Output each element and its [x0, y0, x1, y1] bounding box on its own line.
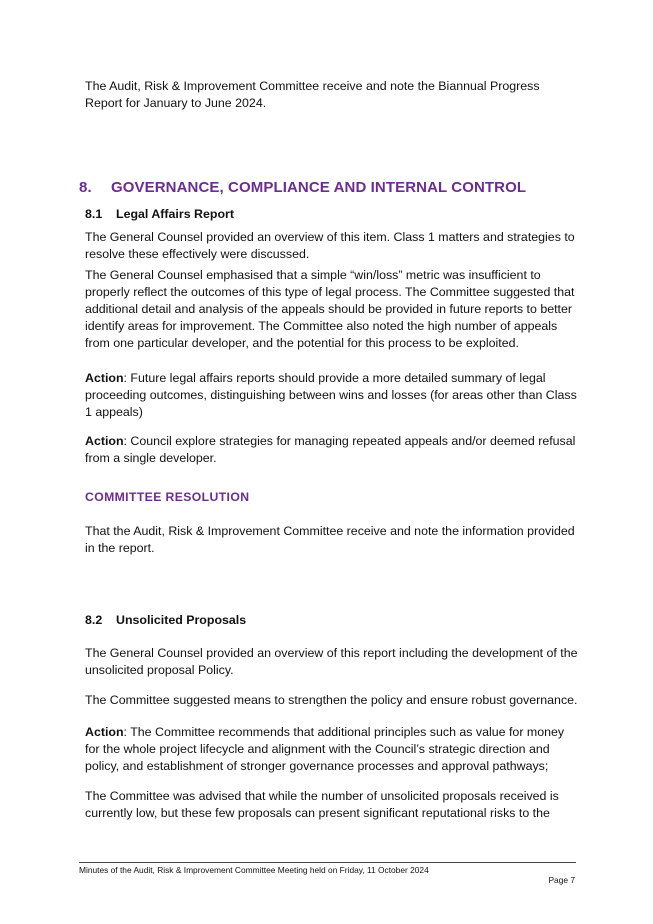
action-text: : Future legal affairs reports should provide a more detailed summary of legal proceeding outcomes, distinguishing between wins and losses (for areas other than Class 1 appeals)	[85, 371, 577, 419]
section-8-title: GOVERNANCE, COMPLIANCE AND INTERNAL CONTROL	[111, 179, 527, 196]
action-label: Action	[85, 725, 124, 739]
section-8-1-heading	[85, 207, 234, 221]
s81-action-1	[85, 370, 580, 421]
s81-paragraph-2	[85, 267, 580, 352]
s82-p3-text: The Committee was advised that while the number of unsolicited proposals received is currently low, but these few proposals can present significant reputational risks to the	[85, 789, 559, 820]
resolution-text: That the Audit, Risk & Improvement Committee receive and note the information provided in the report.	[85, 524, 575, 555]
s82-paragraph-1	[85, 645, 580, 679]
section-8-2-number: 8.2	[85, 613, 103, 627]
action-text: : The Committee recommends that additional principles such as value for money for the whole project lifecycle and alignment with the Council’s strategic direction and policy, and establishment of stronger governance processes and approval pathways;	[85, 725, 565, 773]
section-8-1-number: 8.1	[85, 207, 103, 221]
s81-p1-text: The General Counsel provided an overview of this item. Class 1 matters and strategies to resolve these effectively were discussed.	[85, 230, 575, 261]
section-8-2-title: Unsolicited Proposals	[116, 613, 247, 627]
page-number: Page 7	[548, 875, 575, 885]
action-text: : Council explore strategies for managing repeated appeals and/or deemed refusal from a single developer.	[85, 434, 576, 465]
s82-action	[85, 724, 580, 775]
s81-action-2	[85, 433, 580, 467]
s81-paragraph-1	[85, 229, 580, 263]
s82-p2-text: The Committee suggested means to strengthen the policy and ensure robust governance.	[85, 693, 578, 707]
footer-text: Minutes of the Audit, Risk & Improvement Committee Meeting held on Friday, 11 October 2024	[79, 865, 429, 875]
committee-resolution-heading: COMMITTEE RESOLUTION	[85, 490, 250, 504]
intro-text: The Audit, Risk & Improvement Committee receive and note the Biannual Progress Report for January to June 2024.	[85, 79, 540, 110]
section-8-number: 8.	[79, 179, 92, 196]
footer-divider	[79, 862, 576, 863]
section-8-2-heading	[85, 613, 246, 627]
s81-p2-text: The General Counsel emphasised that a simple “win/loss” metric was insufficient to properly reflect the outcomes of this type of legal process. The Committee suggested that additional detail and analysis of the appeals should be provided in future reports to better identify areas for improvement. The Committee also noted the high number of appeals from one particular developer, and the potential for this process to be exploited.	[85, 268, 575, 350]
s82-paragraph-3	[85, 788, 580, 822]
s82-p1-text: The General Counsel provided an overview of this report including the development of the unsolicited proposal Policy.	[85, 646, 578, 677]
intro-paragraph	[85, 78, 580, 112]
action-label: Action	[85, 371, 124, 385]
section-8-heading	[79, 179, 526, 196]
section-8-1-title: Legal Affairs Report	[116, 207, 234, 221]
resolution-paragraph	[85, 523, 580, 557]
s82-paragraph-2	[85, 692, 580, 709]
action-label: Action	[85, 434, 124, 448]
